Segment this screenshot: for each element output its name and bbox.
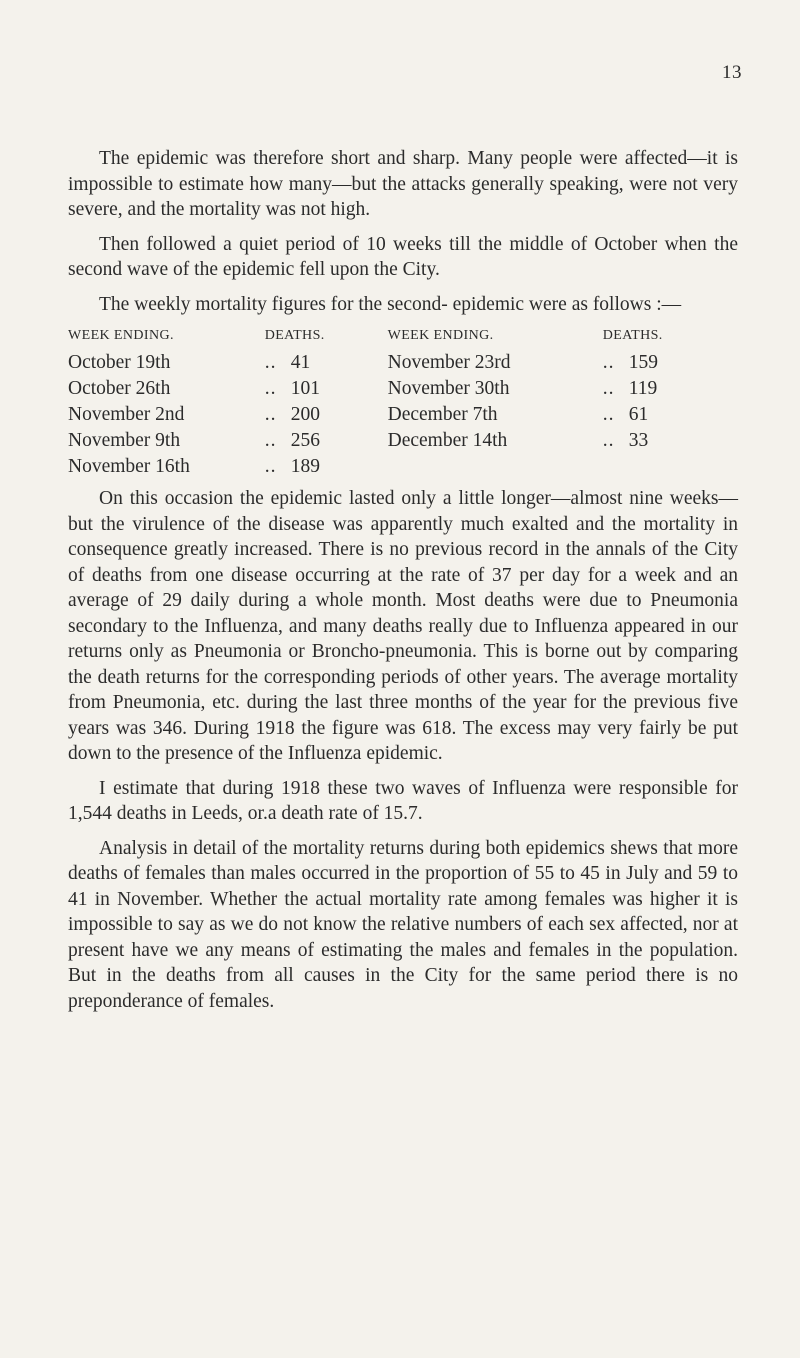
week-cell: December 7th [387, 404, 498, 425]
deaths-value: 119 [628, 378, 658, 399]
week-cell: November 2nd [68, 404, 185, 425]
table-row [68, 428, 738, 454]
deaths-cell [603, 402, 738, 428]
header-week-ending-left: WEEK ENDING. [68, 328, 174, 343]
deaths-value: 41 [290, 352, 311, 373]
week-cell: November 16th [68, 456, 190, 477]
week-cell: December 14th [387, 430, 508, 451]
document-body [68, 146, 738, 1014]
header-deaths-left: DEATHS. [264, 328, 325, 343]
table-row [68, 402, 738, 428]
week-cell: November 30th [387, 378, 510, 399]
dot-leader: .. [264, 430, 277, 451]
dot-leader: .. [264, 404, 277, 425]
page-number: 13 [722, 62, 742, 83]
deaths-value: 159 [628, 352, 658, 373]
deaths-cell [265, 376, 388, 402]
table-row [68, 376, 738, 402]
dot-leader: .. [264, 456, 277, 477]
table-row [68, 350, 738, 376]
table-header-row [68, 326, 738, 350]
deaths-cell [265, 428, 388, 454]
deaths-cell [265, 350, 388, 376]
dot-leader: .. [602, 378, 615, 399]
deaths-value: 189 [290, 456, 320, 477]
weekly-mortality-table [68, 326, 738, 480]
week-cell: October 26th [68, 378, 171, 399]
deaths-cell [603, 376, 738, 402]
paragraph-sex-distribution: Analysis in detail of the mortality returns during both epidemics shews that more deaths of females than males occurred in the proportion of 55 to 45 in July and 59 to 41 in November. Whether the actual mortality rate among females was higher it is impossible to say as we do not know the relative numbers of each sex affected, nor at present have we any means of estimating the males and females in the population. But in the deaths from all causes in the City for the same period there is no preponderance of females. [68, 837, 738, 1012]
header-deaths-right: DEATHS. [602, 328, 663, 343]
deaths-value: 33 [628, 430, 649, 451]
deaths-value: 256 [290, 430, 320, 451]
paragraph-second-epidemic-analysis: On this occasion the epidemic lasted only a little longer—almost nine weeks—but the virulence of the disease was apparently much exalted and the mortality in consequence greatly increased. There is no previous record in the annals of the City of deaths from one disease occurring at the rate of 37 per day for a week and an average of 29 daily during a whole month. Most deaths were due to Pneumonia secondary to the Influenza, and many deaths really due to Influenza appeared in our returns only as Pneumonia or Broncho-pneumonia. This is borne out by comparing the death returns for the corresponding periods of other years. The average mortality from Pneumonia, etc. during the last three months of the year for the previous five years was 346. During 1918 the figure was 618. The excess may very fairly be put down to the presence of the Influenza epidemic. [68, 488, 738, 764]
dot-leader: .. [602, 404, 615, 425]
deaths-value: 200 [290, 404, 320, 425]
dot-leader: .. [264, 352, 277, 373]
header-week-ending-right: WEEK ENDING. [387, 328, 494, 343]
deaths-value: 101 [290, 378, 320, 399]
week-cell: October 19th [68, 352, 171, 373]
deaths-cell [603, 428, 738, 454]
paragraph-leeds-estimate: I estimate that during 1918 these two waves of Influenza were responsible for 1,544 deaths in Leeds, or.a death rate of 15.7. [68, 777, 738, 824]
dot-leader: .. [264, 378, 277, 399]
week-cell: November 23rd [387, 352, 511, 373]
table-row [68, 454, 738, 480]
empty-cell [388, 454, 603, 480]
empty-cell [603, 454, 738, 480]
deaths-cell [265, 454, 388, 480]
deaths-value: 61 [628, 404, 649, 425]
paragraph-table-intro: The weekly mortality figures for the second- epidemic were as follows :— [99, 293, 682, 315]
weekly-mortality-table-wrapper [68, 326, 738, 480]
paragraph-quiet-period: Then followed a quiet period of 10 weeks till the middle of October when the second wave of the epidemic fell upon the City. [68, 233, 738, 280]
deaths-cell [603, 350, 738, 376]
week-cell: November 9th [68, 430, 181, 451]
dot-leader: .. [602, 430, 615, 451]
paragraph-epidemic-short-sharp: The epidemic was therefore short and sharp. Many people were affected—it is impossible to estimate how many—but the attacks generally speaking, were not very severe, and the mortality was not high. [68, 148, 738, 220]
dot-leader: .. [602, 352, 615, 373]
deaths-cell [265, 402, 388, 428]
